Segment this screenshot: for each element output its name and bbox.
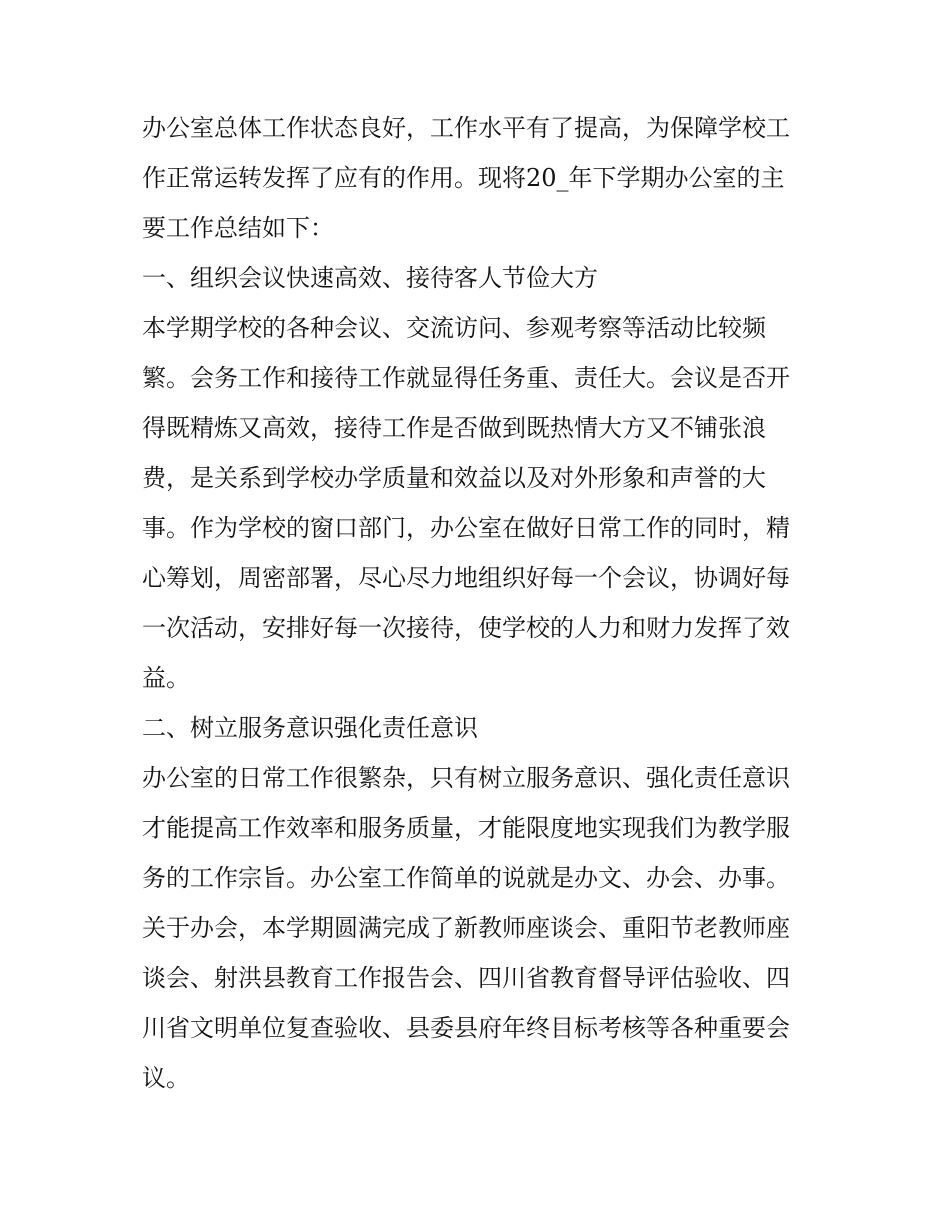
paragraph-line: 谈会、射洪县教育工作报告会、四川省教育督导评估验收、四 <box>142 964 790 992</box>
section-heading-2: 二、树立服务意识强化责任意识 <box>142 714 478 742</box>
paragraph-line: 才能提高工作效率和服务质量，才能限度地实现我们为教学服 <box>142 814 790 842</box>
paragraph-line: 一次活动，安排好每一次接待，使学校的人力和财力发挥了效 <box>142 614 790 642</box>
paragraph-line: 要工作总结如下： <box>142 214 334 242</box>
paragraph-line: 议。 <box>142 1064 190 1092</box>
paragraph-line: 事。作为学校的窗口部门，办公室在做好日常工作的同时，精 <box>142 514 790 542</box>
paragraph-line: 川省文明单位复查验收、县委县府年终目标考核等各种重要会 <box>142 1014 790 1042</box>
paragraph-line: 费，是关系到学校办学质量和效益以及对外形象和声誉的大 <box>142 464 766 492</box>
paragraph-line: 繁。会务工作和接待工作就显得任务重、责任大。会议是否开 <box>142 364 790 392</box>
paragraph-line: 得既精炼又高效，接待工作是否做到既热情大方又不铺张浪 <box>142 414 766 442</box>
paragraph-line: 关于办会，本学期圆满完成了新教师座谈会、重阳节老教师座 <box>142 914 790 942</box>
paragraph-line: 本学期学校的各种会议、交流访问、参观考察等活动比较频 <box>142 314 766 342</box>
paragraph-line: 益。 <box>142 664 190 692</box>
section-heading-1: 一、组织会议快速高效、接待客人节俭大方 <box>142 264 598 292</box>
paragraph-line: 心筹划，周密部署，尽心尽力地组织好每一个会议，协调好每 <box>142 564 790 592</box>
paragraph-line: 务的工作宗旨。办公室工作简单的说就是办文、办会、办事。 <box>142 864 790 892</box>
paragraph-line: 作正常运转发挥了应有的作用。现将20_年下学期办公室的主 <box>142 164 785 192</box>
paragraph-line: 办公室的日常工作很繁杂，只有树立服务意识、强化责任意识 <box>142 764 790 792</box>
paragraph-line: 办公室总体工作状态良好，工作水平有了提高，为保障学校工 <box>142 114 790 142</box>
